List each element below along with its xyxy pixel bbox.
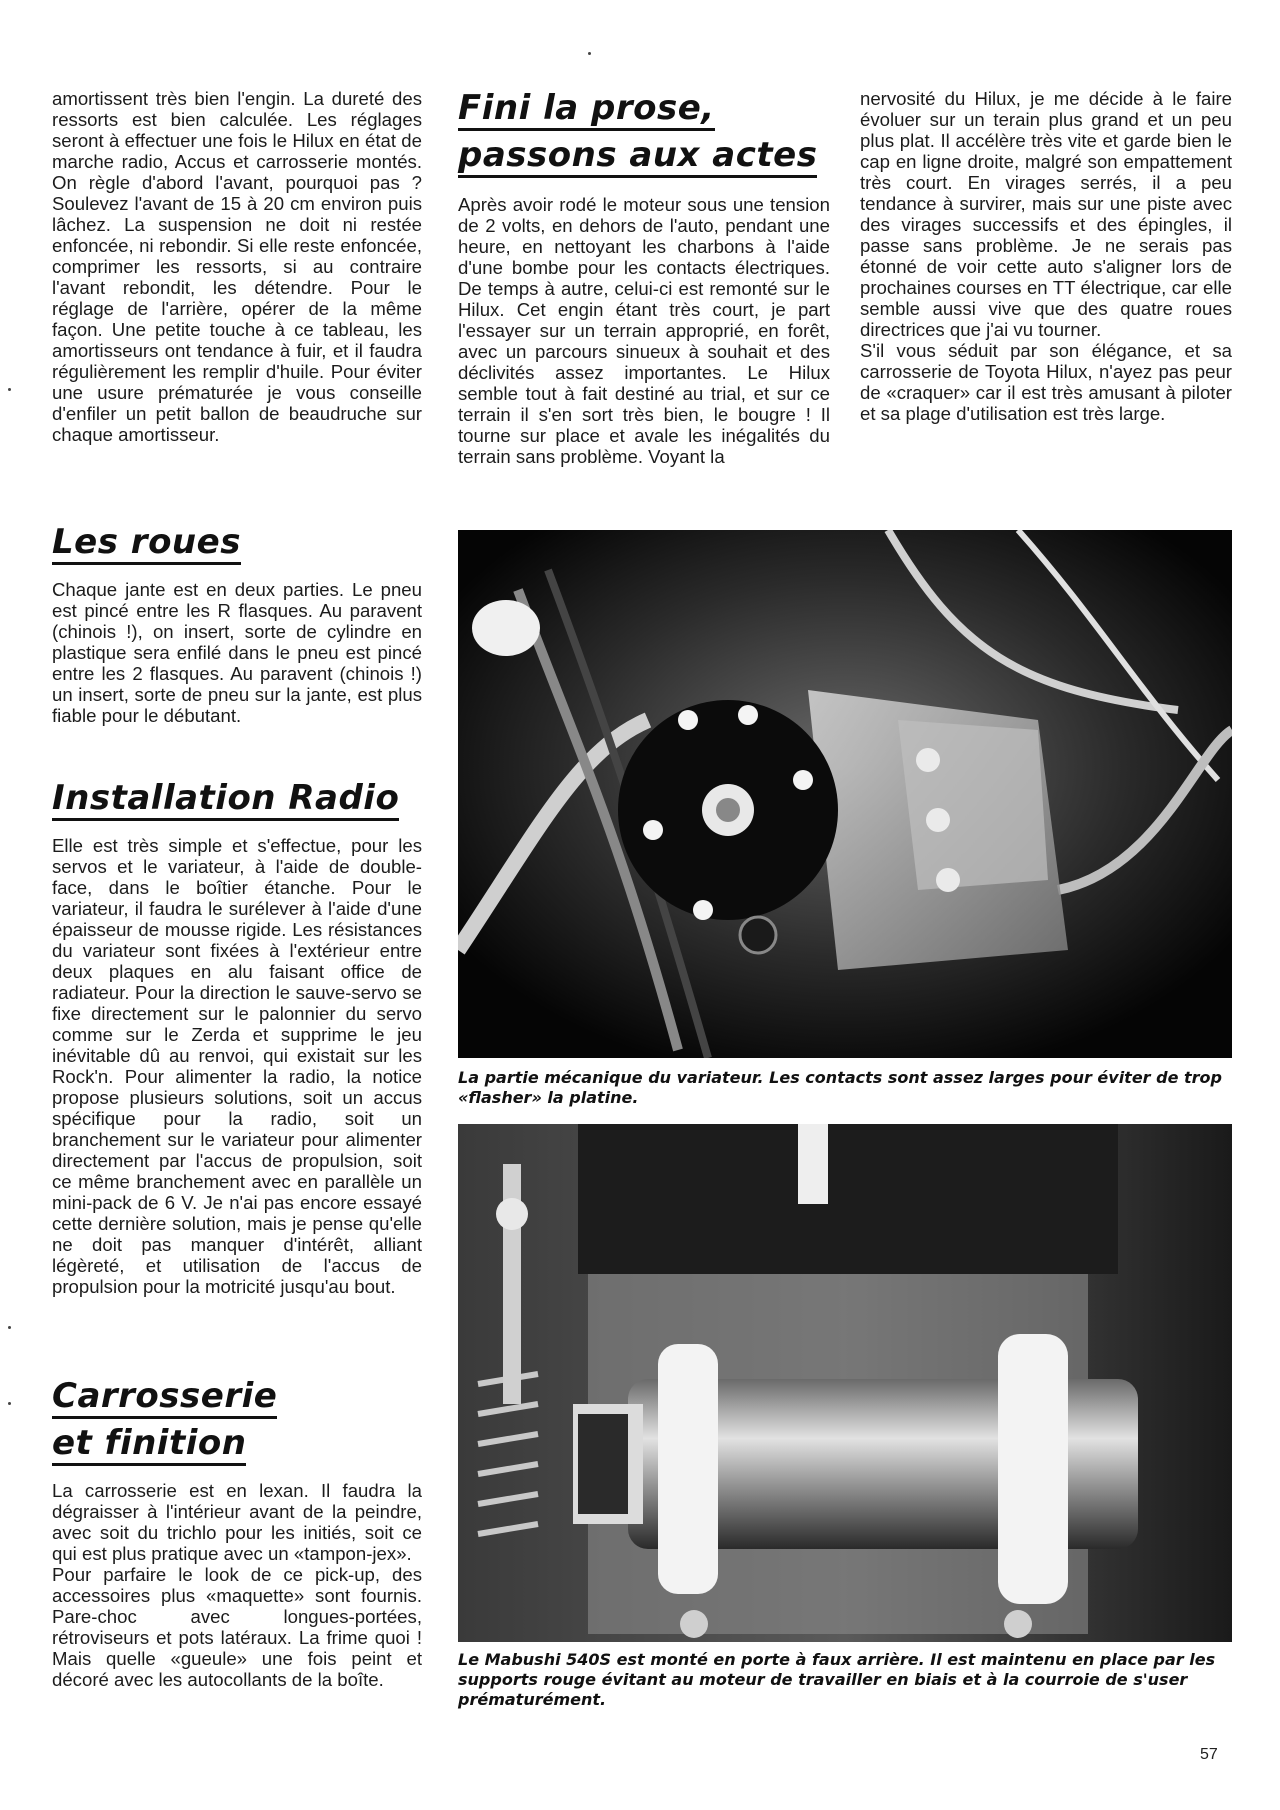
paragraph: S'il vous séduit par son élégance, et sa carrosserie de Toyota Hilux, n'ayez pas peur de «craquer» car il est très amusant à piloter et sa plage d'utilisation est très large.: [860, 340, 1232, 424]
section-heading-les-roues: [52, 522, 422, 569]
photo-variateur-caption: La partie mécanique du variateur. Les contacts sont assez larges pour éviter de trop «flasher» la platine.: [458, 1068, 1222, 1107]
heading-text: Les roues: [52, 522, 241, 565]
paragraph: La carrosserie est en lexan. Il faudra la dégraisser à l'intérieur avant de la peindre, avec soit du trichlo pour les initiés, soit ce qui est plus pratique avec un «tampon-jex».: [52, 1480, 422, 1564]
section-installation-radio: [52, 778, 422, 1297]
scan-speck: [8, 1326, 11, 1329]
photo-variateur-illustration: [458, 530, 1232, 1058]
section-heading-installation-radio: [52, 778, 422, 825]
heading-line-2: passons aux actes: [458, 135, 817, 178]
column-1-top: [52, 88, 422, 445]
section-carrosserie: [52, 1376, 422, 1690]
heading-line-1: Carrosserie: [52, 1376, 277, 1419]
paragraph: Après avoir rodé le moteur sous une tension de 2 volts, en dehors de l'auto, pendant une heure, en nettoyant les charbons à l'aide d'une bombe pour les contacts électriques. De temps à autre, celui-ci est remonté sur le Hilux. Cet engin étant très court, je part l'essayer sur un terrain approprié, en forêt, avec un parcours sinueux à souhait et des déclivités assez importantes. Le Hilux semble tout à fait destiné au trial, et sur ce terrain il s'en sort très bien, le bougre ! Il tourne sur place et avale les inégalités du terrain sans problème. Voyant la: [458, 194, 830, 467]
photo-moteur-caption: Le Mabushi 540S est monté en porte à faux arrière. Il est maintenu en place par les supports rouge évitant au moteur de travailler en biais et à la courroie de s'user prématurément.: [458, 1650, 1216, 1709]
heading-line-2: et finition: [52, 1423, 246, 1466]
column-2: [458, 88, 830, 467]
scan-speck: [8, 1402, 11, 1405]
section-heading-fini-la-prose: [458, 88, 830, 182]
paragraph: Chaque jante est en deux parties. Le pneu est pincé entre les R flasques. Au paravent (chinois !), on insert, sorte de cylindre en plastique sera enfilé dans le pneu est pincé entre les 2 flasques. Au paravent (chinois !) un insert, sorte de pneu sur la jante, est plus fiable pour le débutant.: [52, 579, 422, 726]
heading-line-1: Fini la prose,: [458, 88, 715, 131]
paragraph: Elle est très simple et s'effectue, pour les servos et le variateur, à l'aide de double-face, dans le boîtier étanche. Pour le variateur, il faudra le surélever à l'aide d'une épaisseur de mousse rigide. Les résistances du variateur sont fixées à l'extérieur entre deux plaques en alu faisant office de radiateur. Pour la direction le sauve-servo se fixe directement sur le palonnier du servo comme sur le Zerda et supprime le jeu inévitable dû au renvoi, qui existait sur les Rock'n. Pour alimenter la radio, la notice propose plusieurs solutions, soit un accus spécifique pour la radio, soit un branchement sur le variateur pour alimenter directement par l'accus de propulsion, soit ce même branchement avec en parallèle un mini-pack de 6 V. Je n'ai pas encore essayé cette dernière solution, mais je pense qu'elle ne doit pas manquer d'intérêt, alliant légèreté, et utilisation de l'accus de propulsion pour la motricité jusqu'au bout.: [52, 835, 422, 1297]
page-number: 57: [1200, 1746, 1218, 1763]
column-3: [860, 88, 1232, 424]
section-les-roues: [52, 522, 422, 726]
scan-speck: [588, 52, 591, 55]
paragraph: nervosité du Hilux, je me décide à le faire évoluer sur un terain plus grand et un peu plus plat. Il accélère très vite et garde bien le cap en ligne droite, malgré son empattement très court. En virages serrés, il a peu tendance à survirer, mais sur une piste avec des virages successifs et des épingles, il passe sans problème. Je ne serais pas étonné de voir cette auto s'aligner lors de prochaines courses en TT électrique, car elle semble aussi vive que des quatre roues directrices que j'ai vu tourner.: [860, 88, 1232, 340]
section-heading-carrosserie: [52, 1376, 422, 1470]
scan-speck: [8, 388, 11, 391]
photo-moteur-illustration: [458, 1124, 1232, 1642]
paragraph: amortissent très bien l'engin. La dureté des ressorts est bien calculée. Les réglages seront à effectuer une fois le Hilux en état de marche radio, Accus et carrosserie montés. On règle d'abord l'avant, pourquoi pas ? Soulevez l'avant de 15 à 20 cm environ puis lâchez. La suspension ne doit ni restée enfoncée, ni rebondir. Si elle reste enfoncée, comprimer les ressorts, si au contraire l'avant rebondit, les détendre. Pour le réglage de l'arrière, opérer de la même façon. Une petite touche à ce tableau, les amortisseurs ont tendance à fuir, et il faudra régulièrement les remplir d'huile. Pour éviter une usure prématurée je vous conseille d'enfiler un petit ballon de beaudruche sur chaque amortisseur.: [52, 88, 422, 445]
photo-variateur: [458, 530, 1232, 1058]
paragraph: Pour parfaire le look de ce pick-up, des accessoires plus «maquette» sont fournis. Pare-choc avec longues-portées, rétroviseurs et pots latéraux. La frime quoi ! Mais quelle «gueule» une fois peint et décoré avec les autocollants de la boîte.: [52, 1564, 422, 1690]
photo-moteur: [458, 1124, 1232, 1642]
heading-text: Installation Radio: [52, 778, 399, 821]
